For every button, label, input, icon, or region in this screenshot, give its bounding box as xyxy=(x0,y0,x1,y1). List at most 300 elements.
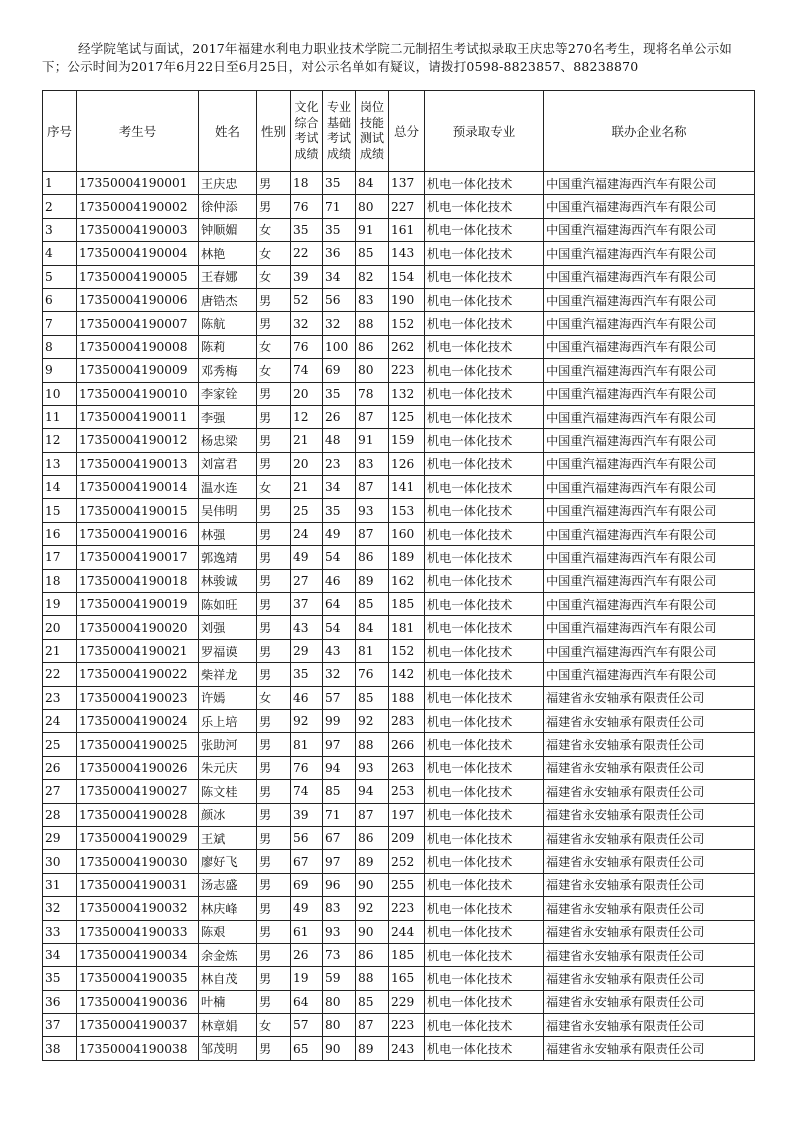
total-cell: 253 xyxy=(389,780,425,803)
exam-no-cell: 17350004190006 xyxy=(77,288,199,311)
company-cell: 福建省永安轴承有限责任公司 xyxy=(544,1037,755,1060)
score-basic-cell: 56 xyxy=(323,288,356,311)
major-cell: 机电一体化技术 xyxy=(425,335,544,358)
table-row xyxy=(43,920,755,943)
exam-no-cell: 17350004190016 xyxy=(77,522,199,545)
score-skill-cell: 94 xyxy=(356,780,389,803)
name-cell: 林强 xyxy=(199,522,257,545)
name-cell: 温水连 xyxy=(199,476,257,499)
score-general-cell: 39 xyxy=(291,803,323,826)
score-basic-cell: 59 xyxy=(323,967,356,990)
total-cell: 223 xyxy=(389,897,425,920)
exam-no-cell: 17350004190013 xyxy=(77,452,199,475)
exam-no-cell: 17350004190038 xyxy=(77,1037,199,1060)
exam-no-cell: 17350004190026 xyxy=(77,756,199,779)
gender-cell: 男 xyxy=(257,172,291,195)
gender-cell: 男 xyxy=(257,709,291,732)
score-general-cell: 35 xyxy=(291,218,323,241)
notice-line-2: 下；公示时间为2017年6月22日至6月25日，对公示名单如有疑议，请拨打0598-8823857、88238870 xyxy=(42,59,639,74)
name-cell: 邹茂明 xyxy=(199,1037,257,1060)
score-general-cell: 56 xyxy=(291,826,323,849)
gender-cell: 男 xyxy=(257,195,291,218)
score-general-cell: 74 xyxy=(291,359,323,382)
seq-cell: 36 xyxy=(43,990,77,1013)
gender-cell: 男 xyxy=(257,429,291,452)
total-cell: 137 xyxy=(389,172,425,195)
gender-cell: 男 xyxy=(257,990,291,1013)
score-skill-cell: 86 xyxy=(356,826,389,849)
score-skill-cell: 92 xyxy=(356,709,389,732)
gender-cell: 男 xyxy=(257,452,291,475)
score-skill-cell: 85 xyxy=(356,593,389,616)
name-cell: 刘富君 xyxy=(199,452,257,475)
score-skill-cell: 83 xyxy=(356,288,389,311)
seq-cell: 2 xyxy=(43,195,77,218)
exam-no-cell: 17350004190010 xyxy=(77,382,199,405)
company-cell: 福建省永安轴承有限责任公司 xyxy=(544,873,755,896)
name-cell: 陈莉 xyxy=(199,335,257,358)
total-cell: 154 xyxy=(389,265,425,288)
name-cell: 汤志盛 xyxy=(199,873,257,896)
major-cell: 机电一体化技术 xyxy=(425,803,544,826)
gender-cell: 男 xyxy=(257,873,291,896)
total-cell: 229 xyxy=(389,990,425,1013)
score-skill-cell: 80 xyxy=(356,195,389,218)
score-general-cell: 74 xyxy=(291,780,323,803)
exam-no-cell: 17350004190002 xyxy=(77,195,199,218)
header-seq: 序号 xyxy=(43,91,77,172)
name-cell: 颜冰 xyxy=(199,803,257,826)
name-cell: 杨忠梁 xyxy=(199,429,257,452)
seq-cell: 38 xyxy=(43,1037,77,1060)
gender-cell: 男 xyxy=(257,405,291,428)
table-header-row xyxy=(43,91,755,172)
company-cell: 中国重汽福建海西汽车有限公司 xyxy=(544,499,755,522)
exam-no-cell: 17350004190034 xyxy=(77,943,199,966)
score-general-cell: 76 xyxy=(291,195,323,218)
major-cell: 机电一体化技术 xyxy=(425,405,544,428)
table-row xyxy=(43,803,755,826)
major-cell: 机电一体化技术 xyxy=(425,967,544,990)
company-cell: 福建省永安轴承有限责任公司 xyxy=(544,1014,755,1037)
gender-cell: 男 xyxy=(257,569,291,592)
total-cell: 209 xyxy=(389,826,425,849)
exam-no-cell: 17350004190004 xyxy=(77,242,199,265)
table-row xyxy=(43,172,755,195)
score-general-cell: 24 xyxy=(291,522,323,545)
company-cell: 中国重汽福建海西汽车有限公司 xyxy=(544,639,755,662)
exam-no-cell: 17350004190017 xyxy=(77,546,199,569)
seq-cell: 10 xyxy=(43,382,77,405)
total-cell: 252 xyxy=(389,850,425,873)
seq-cell: 4 xyxy=(43,242,77,265)
seq-cell: 35 xyxy=(43,967,77,990)
exam-no-cell: 17350004190020 xyxy=(77,616,199,639)
major-cell: 机电一体化技术 xyxy=(425,850,544,873)
header-score-skill: 岗位技能测试成绩 xyxy=(356,91,389,172)
seq-cell: 6 xyxy=(43,288,77,311)
total-cell: 263 xyxy=(389,756,425,779)
name-cell: 徐仲添 xyxy=(199,195,257,218)
score-skill-cell: 87 xyxy=(356,522,389,545)
table-row xyxy=(43,943,755,966)
total-cell: 243 xyxy=(389,1037,425,1060)
seq-cell: 15 xyxy=(43,499,77,522)
score-basic-cell: 57 xyxy=(323,686,356,709)
table-row xyxy=(43,1014,755,1037)
total-cell: 255 xyxy=(389,873,425,896)
score-basic-cell: 71 xyxy=(323,803,356,826)
score-skill-cell: 91 xyxy=(356,218,389,241)
table-row xyxy=(43,405,755,428)
major-cell: 机电一体化技术 xyxy=(425,663,544,686)
name-cell: 廖好飞 xyxy=(199,850,257,873)
seq-cell: 26 xyxy=(43,756,77,779)
score-skill-cell: 85 xyxy=(356,242,389,265)
score-general-cell: 61 xyxy=(291,920,323,943)
total-cell: 153 xyxy=(389,499,425,522)
score-skill-cell: 93 xyxy=(356,756,389,779)
company-cell: 福建省永安轴承有限责任公司 xyxy=(544,803,755,826)
seq-cell: 8 xyxy=(43,335,77,358)
score-general-cell: 18 xyxy=(291,172,323,195)
company-cell: 中国重汽福建海西汽车有限公司 xyxy=(544,359,755,382)
exam-no-cell: 17350004190027 xyxy=(77,780,199,803)
company-cell: 中国重汽福建海西汽车有限公司 xyxy=(544,335,755,358)
header-score-basic: 专业基础考试成绩 xyxy=(323,91,356,172)
seq-cell: 24 xyxy=(43,709,77,732)
table-row xyxy=(43,359,755,382)
major-cell: 机电一体化技术 xyxy=(425,242,544,265)
gender-cell: 男 xyxy=(257,1037,291,1060)
name-cell: 林自茂 xyxy=(199,967,257,990)
table-row xyxy=(43,593,755,616)
exam-no-cell: 17350004190009 xyxy=(77,359,199,382)
seq-cell: 11 xyxy=(43,405,77,428)
major-cell: 机电一体化技术 xyxy=(425,593,544,616)
score-general-cell: 92 xyxy=(291,709,323,732)
table-row xyxy=(43,873,755,896)
name-cell: 钟顺媚 xyxy=(199,218,257,241)
score-skill-cell: 82 xyxy=(356,265,389,288)
table-row xyxy=(43,522,755,545)
table-row xyxy=(43,242,755,265)
exam-no-cell: 17350004190029 xyxy=(77,826,199,849)
score-basic-cell: 69 xyxy=(323,359,356,382)
seq-cell: 9 xyxy=(43,359,77,382)
score-general-cell: 81 xyxy=(291,733,323,756)
gender-cell: 女 xyxy=(257,218,291,241)
table-row xyxy=(43,218,755,241)
company-cell: 中国重汽福建海西汽车有限公司 xyxy=(544,476,755,499)
major-cell: 机电一体化技术 xyxy=(425,452,544,475)
name-cell: 林艳 xyxy=(199,242,257,265)
name-cell: 唐锆杰 xyxy=(199,288,257,311)
total-cell: 159 xyxy=(389,429,425,452)
exam-no-cell: 17350004190001 xyxy=(77,172,199,195)
company-cell: 福建省永安轴承有限责任公司 xyxy=(544,826,755,849)
score-general-cell: 21 xyxy=(291,429,323,452)
table-row xyxy=(43,663,755,686)
score-basic-cell: 49 xyxy=(323,522,356,545)
major-cell: 机电一体化技术 xyxy=(425,780,544,803)
seq-cell: 37 xyxy=(43,1014,77,1037)
exam-no-cell: 17350004190031 xyxy=(77,873,199,896)
total-cell: 188 xyxy=(389,686,425,709)
total-cell: 161 xyxy=(389,218,425,241)
score-basic-cell: 54 xyxy=(323,546,356,569)
score-general-cell: 49 xyxy=(291,546,323,569)
gender-cell: 女 xyxy=(257,476,291,499)
table-row xyxy=(43,335,755,358)
exam-no-cell: 17350004190025 xyxy=(77,733,199,756)
major-cell: 机电一体化技术 xyxy=(425,476,544,499)
score-basic-cell: 73 xyxy=(323,943,356,966)
score-general-cell: 19 xyxy=(291,967,323,990)
exam-no-cell: 17350004190023 xyxy=(77,686,199,709)
table-row xyxy=(43,850,755,873)
score-basic-cell: 23 xyxy=(323,452,356,475)
score-basic-cell: 54 xyxy=(323,616,356,639)
score-basic-cell: 71 xyxy=(323,195,356,218)
score-skill-cell: 80 xyxy=(356,359,389,382)
total-cell: 185 xyxy=(389,943,425,966)
table-row xyxy=(43,288,755,311)
exam-no-cell: 17350004190036 xyxy=(77,990,199,1013)
name-cell: 王春娜 xyxy=(199,265,257,288)
gender-cell: 男 xyxy=(257,943,291,966)
major-cell: 机电一体化技术 xyxy=(425,733,544,756)
major-cell: 机电一体化技术 xyxy=(425,499,544,522)
score-skill-cell: 85 xyxy=(356,686,389,709)
major-cell: 机电一体化技术 xyxy=(425,1014,544,1037)
total-cell: 223 xyxy=(389,1014,425,1037)
gender-cell: 男 xyxy=(257,639,291,662)
score-basic-cell: 93 xyxy=(323,920,356,943)
seq-cell: 32 xyxy=(43,897,77,920)
gender-cell: 男 xyxy=(257,803,291,826)
table-row xyxy=(43,780,755,803)
company-cell: 中国重汽福建海西汽车有限公司 xyxy=(544,593,755,616)
major-cell: 机电一体化技术 xyxy=(425,639,544,662)
score-skill-cell: 87 xyxy=(356,405,389,428)
name-cell: 吴伟明 xyxy=(199,499,257,522)
name-cell: 陈如旺 xyxy=(199,593,257,616)
company-cell: 中国重汽福建海西汽车有限公司 xyxy=(544,172,755,195)
gender-cell: 女 xyxy=(257,1014,291,1037)
exam-no-cell: 17350004190018 xyxy=(77,569,199,592)
exam-no-cell: 17350004190032 xyxy=(77,897,199,920)
company-cell: 中国重汽福建海西汽车有限公司 xyxy=(544,569,755,592)
gender-cell: 男 xyxy=(257,733,291,756)
name-cell: 林骏诚 xyxy=(199,569,257,592)
seq-cell: 16 xyxy=(43,522,77,545)
gender-cell: 男 xyxy=(257,780,291,803)
score-basic-cell: 36 xyxy=(323,242,356,265)
major-cell: 机电一体化技术 xyxy=(425,218,544,241)
total-cell: 160 xyxy=(389,522,425,545)
seq-cell: 30 xyxy=(43,850,77,873)
name-cell: 朱元庆 xyxy=(199,756,257,779)
gender-cell: 男 xyxy=(257,382,291,405)
score-basic-cell: 83 xyxy=(323,897,356,920)
score-skill-cell: 90 xyxy=(356,873,389,896)
exam-no-cell: 17350004190035 xyxy=(77,967,199,990)
major-cell: 机电一体化技术 xyxy=(425,756,544,779)
company-cell: 中国重汽福建海西汽车有限公司 xyxy=(544,312,755,335)
score-skill-cell: 78 xyxy=(356,382,389,405)
name-cell: 许嫣 xyxy=(199,686,257,709)
total-cell: 132 xyxy=(389,382,425,405)
table-row xyxy=(43,897,755,920)
total-cell: 165 xyxy=(389,967,425,990)
score-skill-cell: 81 xyxy=(356,639,389,662)
seq-cell: 31 xyxy=(43,873,77,896)
gender-cell: 男 xyxy=(257,616,291,639)
major-cell: 机电一体化技术 xyxy=(425,172,544,195)
table-row xyxy=(43,569,755,592)
score-basic-cell: 34 xyxy=(323,265,356,288)
score-general-cell: 76 xyxy=(291,335,323,358)
name-cell: 李家铨 xyxy=(199,382,257,405)
total-cell: 283 xyxy=(389,709,425,732)
score-basic-cell: 48 xyxy=(323,429,356,452)
gender-cell: 男 xyxy=(257,850,291,873)
company-cell: 福建省永安轴承有限责任公司 xyxy=(544,709,755,732)
score-skill-cell: 89 xyxy=(356,569,389,592)
score-basic-cell: 32 xyxy=(323,312,356,335)
score-skill-cell: 90 xyxy=(356,920,389,943)
exam-no-cell: 17350004190014 xyxy=(77,476,199,499)
total-cell: 143 xyxy=(389,242,425,265)
seq-cell: 23 xyxy=(43,686,77,709)
score-general-cell: 67 xyxy=(291,850,323,873)
score-general-cell: 57 xyxy=(291,1014,323,1037)
score-general-cell: 32 xyxy=(291,312,323,335)
score-skill-cell: 76 xyxy=(356,663,389,686)
exam-no-cell: 17350004190033 xyxy=(77,920,199,943)
company-cell: 中国重汽福建海西汽车有限公司 xyxy=(544,195,755,218)
score-basic-cell: 97 xyxy=(323,733,356,756)
seq-cell: 20 xyxy=(43,616,77,639)
total-cell: 266 xyxy=(389,733,425,756)
score-basic-cell: 94 xyxy=(323,756,356,779)
major-cell: 机电一体化技术 xyxy=(425,522,544,545)
name-cell: 邓秀梅 xyxy=(199,359,257,382)
score-skill-cell: 89 xyxy=(356,850,389,873)
score-general-cell: 43 xyxy=(291,616,323,639)
notice-line-1: 经学院笔试与面试，2017年福建水利电力职业技术学院二元制招生考试拟录取王庆忠等270名考生，现将名单公示如 xyxy=(78,41,732,56)
header-score-general: 文化综合考试成绩 xyxy=(291,91,323,172)
total-cell: 152 xyxy=(389,639,425,662)
total-cell: 190 xyxy=(389,288,425,311)
name-cell: 叶楠 xyxy=(199,990,257,1013)
seq-cell: 1 xyxy=(43,172,77,195)
gender-cell: 男 xyxy=(257,826,291,849)
total-cell: 189 xyxy=(389,546,425,569)
exam-no-cell: 17350004190007 xyxy=(77,312,199,335)
seq-cell: 29 xyxy=(43,826,77,849)
name-cell: 李强 xyxy=(199,405,257,428)
total-cell: 185 xyxy=(389,593,425,616)
score-skill-cell: 91 xyxy=(356,429,389,452)
admission-table xyxy=(42,90,755,1061)
header-exam-no: 考生号 xyxy=(77,91,199,172)
gender-cell: 女 xyxy=(257,335,291,358)
score-general-cell: 20 xyxy=(291,382,323,405)
score-general-cell: 21 xyxy=(291,476,323,499)
name-cell: 张助河 xyxy=(199,733,257,756)
major-cell: 机电一体化技术 xyxy=(425,826,544,849)
major-cell: 机电一体化技术 xyxy=(425,1037,544,1060)
score-general-cell: 26 xyxy=(291,943,323,966)
company-cell: 福建省永安轴承有限责任公司 xyxy=(544,686,755,709)
total-cell: 126 xyxy=(389,452,425,475)
exam-no-cell: 17350004190037 xyxy=(77,1014,199,1037)
company-cell: 福建省永安轴承有限责任公司 xyxy=(544,967,755,990)
total-cell: 162 xyxy=(389,569,425,592)
score-basic-cell: 26 xyxy=(323,405,356,428)
company-cell: 福建省永安轴承有限责任公司 xyxy=(544,920,755,943)
score-basic-cell: 90 xyxy=(323,1037,356,1060)
score-skill-cell: 88 xyxy=(356,733,389,756)
exam-no-cell: 17350004190015 xyxy=(77,499,199,522)
table-row xyxy=(43,429,755,452)
score-general-cell: 22 xyxy=(291,242,323,265)
gender-cell: 女 xyxy=(257,265,291,288)
exam-no-cell: 17350004190011 xyxy=(77,405,199,428)
header-gender: 性别 xyxy=(257,91,291,172)
score-basic-cell: 100 xyxy=(323,335,356,358)
major-cell: 机电一体化技术 xyxy=(425,288,544,311)
gender-cell: 男 xyxy=(257,546,291,569)
name-cell: 王斌 xyxy=(199,826,257,849)
gender-cell: 男 xyxy=(257,522,291,545)
company-cell: 中国重汽福建海西汽车有限公司 xyxy=(544,218,755,241)
score-general-cell: 37 xyxy=(291,593,323,616)
score-skill-cell: 88 xyxy=(356,967,389,990)
table-row xyxy=(43,1037,755,1060)
company-cell: 福建省永安轴承有限责任公司 xyxy=(544,850,755,873)
name-cell: 陈文桂 xyxy=(199,780,257,803)
table-row xyxy=(43,265,755,288)
name-cell: 柴祥龙 xyxy=(199,663,257,686)
company-cell: 中国重汽福建海西汽车有限公司 xyxy=(544,429,755,452)
score-basic-cell: 80 xyxy=(323,990,356,1013)
score-skill-cell: 88 xyxy=(356,312,389,335)
gender-cell: 男 xyxy=(257,920,291,943)
gender-cell: 男 xyxy=(257,593,291,616)
score-basic-cell: 96 xyxy=(323,873,356,896)
score-skill-cell: 89 xyxy=(356,1037,389,1060)
major-cell: 机电一体化技术 xyxy=(425,312,544,335)
score-basic-cell: 99 xyxy=(323,709,356,732)
gender-cell: 男 xyxy=(257,288,291,311)
table-row xyxy=(43,990,755,1013)
total-cell: 142 xyxy=(389,663,425,686)
score-skill-cell: 87 xyxy=(356,803,389,826)
gender-cell: 男 xyxy=(257,663,291,686)
score-skill-cell: 84 xyxy=(356,616,389,639)
seq-cell: 13 xyxy=(43,452,77,475)
company-cell: 福建省永安轴承有限责任公司 xyxy=(544,897,755,920)
seq-cell: 17 xyxy=(43,546,77,569)
score-skill-cell: 84 xyxy=(356,172,389,195)
score-basic-cell: 85 xyxy=(323,780,356,803)
major-cell: 机电一体化技术 xyxy=(425,920,544,943)
score-general-cell: 27 xyxy=(291,569,323,592)
table-row xyxy=(43,709,755,732)
